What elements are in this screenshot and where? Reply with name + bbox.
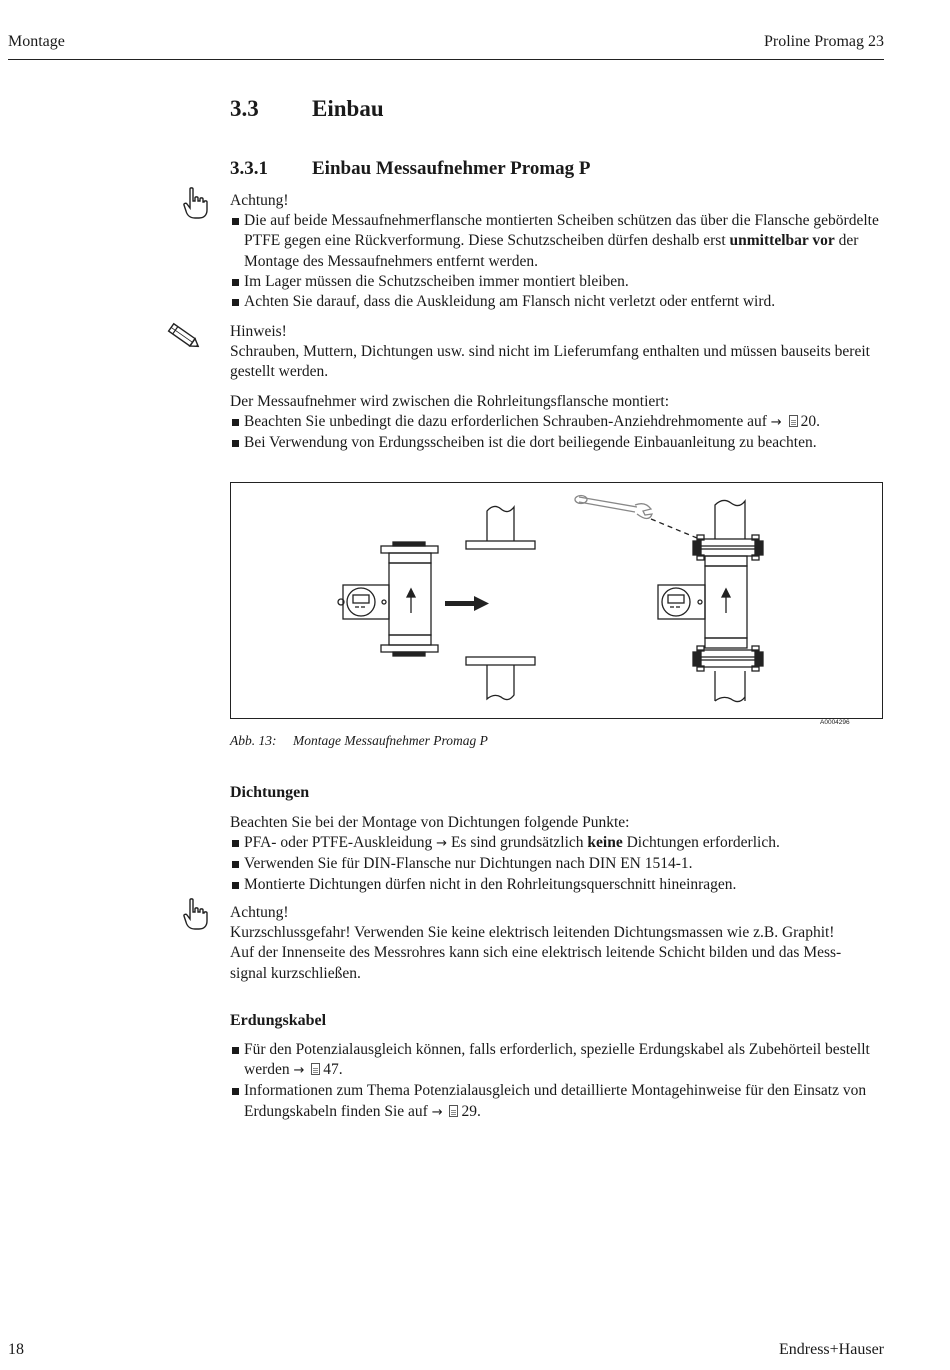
ground-list [230,1040,884,1123]
pointing-hand-icon [178,897,212,931]
list-item: Verwenden Sie für DIN-Flansche nur Dichtungen nach DIN EN 1514-1. [230,854,884,874]
ground-item-2-text: Informationen zum Thema Potenzialausgleich und detaillierte Montagehinweise für den Einsatz von Erdungskabeln finden Sie auf [244,1082,867,1120]
caution-block-2 [230,903,884,984]
ground-heading: Erdungskabel [230,1012,327,1029]
caution-2-line-3: signal kurzschließen. [230,964,361,982]
note-block [230,322,884,383]
seals-item-1-bold: keine [587,834,623,852]
seals-item-1-text: PFA- oder PTFE-Auskleidung [244,834,437,852]
list-item [230,412,884,433]
caution-2-line-2: Auf der Innenseite des Messrohres kann sich eine elektrisch leitende Schicht bilden und das Mess- [230,944,842,962]
mounting-illustration [231,483,881,717]
list-item [230,1081,884,1122]
caution-item-1-text-end: der Montage des Messaufnehmers entfernt werden. [244,232,859,270]
seals-list [230,833,884,895]
pencil-icon [164,320,204,354]
caption-text: Montage Messaufnehmer Promag P [293,733,488,748]
caution-list [230,211,884,312]
caution-2-title: Achtung! [230,904,289,921]
subsection-heading [230,158,591,180]
figure-caption [230,733,488,749]
page-reference-icon [311,1063,320,1075]
page-reference[interactable]: 29. [461,1102,481,1120]
caution-block-1 [230,191,884,312]
intro-list [230,412,884,453]
list-item [230,1040,884,1081]
section-title: Einbau [312,96,384,121]
right-arrow-icon: → [431,1104,443,1120]
mounting-figure [230,482,883,719]
figure-id: A0004296 [820,719,850,726]
section-heading [230,96,384,122]
list-item [230,833,884,854]
intro-text: Der Messaufnehmer wird zwischen die Rohrleitungsflansche montiert: [230,393,670,410]
ground-item-1-text: Für den Potenzialausgleich können, falls erforderlich, spezielle Erdungskabel als Zubehörteil bestellt werden [244,1041,870,1079]
header-chapter: Montage [8,33,65,50]
footer-brand: Endress+Hauser [779,1341,884,1358]
list-item [230,211,884,272]
note-text: Schrauben, Muttern, Dichtungen usw. sind nicht im Lieferumfang enthalten und müssen bauseits bereit gestellt werden. [230,343,870,381]
pointing-hand-icon [178,186,212,220]
subsection-number: 3.3.1 [230,158,268,179]
header-rule [8,59,884,60]
subsection-title: Einbau Messaufnehmer Promag P [312,158,591,179]
page-reference[interactable]: 20. [800,413,820,431]
seals-block [230,813,884,895]
list-item: Achten Sie darauf, dass die Auskleidung am Flansch nicht verletzt oder entfernt wird. [230,292,884,312]
intro-item-1-text: Beachten Sie unbedingt die dazu erforderlichen Schrauben-Anziehdrehmomente auf [244,413,771,431]
caution-2-line-1: Kurzschlussgefahr! Verwenden Sie keine elektrisch leitenden Dichtungsmassen wie z.B. Graphit! [230,924,835,942]
caption-label: Abb. 13: [230,733,277,748]
caution-item-1-text: Die auf beide Messaufnehmerflansche montierten Scheiben schützen das über die Flansche gebördelte PTFE gegen eine Rückverformung. Diese Schutzscheiben dürfen deshalb erst [244,212,879,250]
page-number: 18 [8,1341,24,1358]
right-arrow-icon: → [770,415,782,431]
list-item: Bei Verwendung von Erdungsscheiben ist die dort beiliegende Einbauanleitung zu beachten. [230,433,884,453]
seals-item-1-end: Dichtungen erforderlich. [622,834,780,852]
seals-intro: Beachten Sie bei der Montage von Dichtungen folgende Punkte: [230,814,630,831]
section-number: 3.3 [230,96,259,121]
caution-item-1-bold: unmittelbar vor [729,232,835,250]
list-item: Montierte Dichtungen dürfen nicht in den Rohrleitungsquerschnitt hineinragen. [230,875,884,895]
list-item: Im Lager müssen die Schutzscheiben immer montiert bleiben. [230,272,884,292]
right-arrow-icon: → [293,1063,305,1079]
caution-title: Achtung! [230,192,289,209]
page-reference[interactable]: 47. [323,1061,343,1079]
intro-block [230,392,884,454]
ground-block [230,1040,884,1123]
page-reference-icon [789,415,798,427]
seals-heading: Dichtungen [230,784,310,801]
seals-item-1-mid: Es sind grundsätzlich [447,834,588,852]
right-arrow-icon: → [436,836,448,852]
header-product: Proline Promag 23 [764,33,884,50]
page-reference-icon [449,1105,458,1117]
note-title: Hinweis! [230,323,287,340]
